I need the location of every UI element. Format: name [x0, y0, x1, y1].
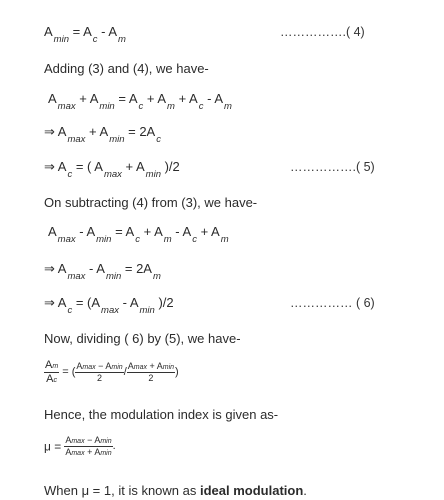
bold-term: ideal modulation — [199, 483, 304, 498]
term: − A — [84, 435, 101, 445]
equation-sum — [48, 91, 232, 112]
term: = 2A — [121, 261, 152, 276]
subscript: min — [109, 134, 125, 145]
subscript: max — [57, 101, 76, 112]
sentence-text: When μ = 1, it is known as — [44, 483, 200, 498]
equation-modulation-index — [44, 436, 116, 457]
subscript: m — [224, 101, 232, 112]
term: + A — [121, 159, 145, 174]
term: A — [65, 435, 72, 445]
subscript: min — [162, 364, 175, 371]
subscript: c — [53, 377, 58, 384]
term: A — [48, 91, 57, 106]
subscript: c — [138, 101, 144, 112]
equation-number-4: …………….( 4) — [280, 25, 365, 39]
term: = A — [114, 91, 138, 106]
denominator: 2 — [148, 373, 154, 383]
equation-5 — [44, 159, 180, 180]
subscript: c — [156, 134, 161, 145]
subscript: m — [52, 363, 59, 370]
subscript: m — [167, 101, 175, 112]
fraction-difference-over-2 — [75, 362, 123, 383]
term: + A — [139, 224, 163, 239]
paragraph-hence: Hence, the modulation index is given as- — [44, 407, 279, 422]
implies-arrow: ⇒ — [44, 124, 58, 139]
subscript: c — [67, 169, 73, 180]
subscript: c — [135, 234, 140, 245]
subscript: max — [67, 271, 86, 282]
equation-sum-simplified — [44, 124, 161, 145]
subscript: m — [163, 234, 172, 245]
term: - A — [119, 295, 139, 310]
mu-symbol: μ = — [44, 439, 62, 454]
term: A — [45, 359, 53, 371]
term: = 2A — [124, 124, 156, 139]
term: = (A — [72, 295, 101, 310]
term: + A — [143, 91, 167, 106]
term: = ( A — [72, 159, 103, 174]
term: A — [65, 447, 72, 457]
term: A — [57, 159, 67, 174]
subscript: max — [57, 234, 76, 245]
paragraph-adding: Adding (3) and (4), we have- — [44, 61, 209, 76]
subscript: min — [99, 101, 115, 112]
paragraph-dividing: Now, dividing ( 6) by (5), we have- — [44, 331, 241, 346]
equation-number-5: …………….( 5) — [290, 160, 375, 174]
term: - A — [85, 261, 105, 276]
subscript: m — [220, 234, 229, 245]
subscript: min — [100, 450, 112, 457]
subscript: m — [152, 271, 161, 282]
sentence-end: . — [303, 483, 307, 498]
subscript: min — [105, 271, 122, 282]
equals-paren: = ( — [59, 366, 76, 378]
subscript: max — [103, 169, 122, 180]
term: A — [57, 124, 67, 139]
term: A — [57, 261, 67, 276]
subscript: max — [82, 364, 96, 371]
subscript: max — [67, 134, 86, 145]
term: - A — [75, 224, 96, 239]
fraction-modulation-index — [64, 436, 112, 457]
equation-number-6: …………… ( 6) — [290, 296, 375, 310]
term: + A — [196, 224, 220, 239]
subscript: c — [67, 305, 73, 316]
subscript: m — [118, 34, 126, 45]
term: = A — [68, 24, 92, 39]
paragraph-subtracting: On subtracting (4) from (3), we have- — [44, 195, 258, 210]
equation-6 — [44, 295, 174, 316]
term: + A — [84, 447, 101, 457]
term: + A — [85, 124, 109, 139]
subscript: min — [53, 34, 69, 45]
subscript: min — [96, 234, 112, 245]
fraction-am-over-ac — [44, 360, 59, 385]
subscript: max — [101, 305, 119, 316]
subscript: c — [92, 34, 98, 45]
term: A — [127, 361, 134, 371]
subscript: min — [145, 169, 161, 180]
subscript: max — [71, 438, 85, 445]
term: = A — [111, 224, 135, 239]
implies-arrow: ⇒ — [44, 261, 58, 276]
term: + A — [147, 361, 163, 371]
term: A — [57, 295, 67, 310]
term: - A — [203, 91, 223, 106]
term: + A — [75, 91, 99, 106]
implies-arrow: ⇒ — [44, 159, 58, 174]
subscript: min — [111, 364, 123, 371]
period: . — [112, 440, 116, 452]
subscript: min — [139, 305, 155, 316]
term: - A — [171, 224, 192, 239]
slash: / — [123, 366, 127, 378]
equation-ratio — [44, 360, 179, 385]
implies-arrow: ⇒ — [44, 295, 58, 310]
subscript: max — [133, 364, 147, 371]
term: A — [44, 24, 53, 39]
subscript: c — [192, 234, 197, 245]
term: )/2 — [160, 159, 180, 174]
term: A — [76, 361, 83, 371]
subscript: max — [71, 450, 85, 457]
subscript: min — [100, 438, 112, 445]
paragraph-ideal-modulation — [44, 484, 307, 497]
term: )/2 — [154, 295, 174, 310]
equation-4 — [44, 24, 126, 45]
equation-difference — [48, 224, 229, 245]
term: − A — [95, 361, 112, 371]
term: - A — [97, 24, 118, 39]
close-paren: ) — [175, 366, 179, 378]
term: + A — [174, 91, 198, 106]
fraction-sum-over-2 — [127, 362, 175, 383]
denominator: 2 — [97, 373, 103, 383]
equation-difference-simplified — [44, 261, 161, 282]
subscript: c — [198, 101, 204, 112]
term: A — [46, 373, 54, 385]
term: A — [48, 224, 57, 239]
